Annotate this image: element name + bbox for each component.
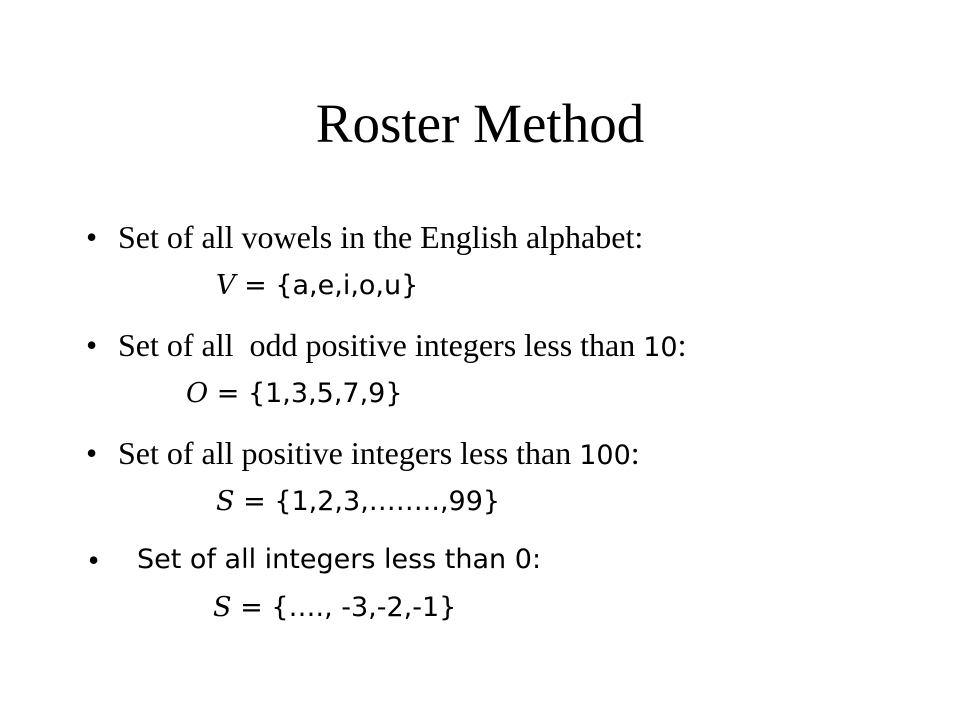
equals-sign: = xyxy=(216,378,240,409)
set-roster: {1,2,3,……..,99} xyxy=(274,486,501,517)
set-variable: S xyxy=(213,592,232,623)
equals-sign: = xyxy=(243,486,266,517)
set-variable: V xyxy=(216,270,236,301)
equals-sign: = xyxy=(240,592,263,623)
formula-odd-integers xyxy=(186,378,403,409)
bullet-number: 100 xyxy=(579,440,631,471)
set-variable: S xyxy=(216,486,235,517)
set-roster: {…., -3,-2,-1} xyxy=(271,592,457,623)
bullet-text: Set of all integers less than xyxy=(137,544,515,575)
bullet-number: 10 xyxy=(643,332,678,363)
equals-sign: = xyxy=(244,270,267,301)
bullet-suffix: : xyxy=(677,327,687,363)
bullet-text: Set of all odd positive integers less than xyxy=(118,327,644,363)
set-variable: O xyxy=(186,378,209,409)
bullet-text-group xyxy=(137,540,541,580)
bullet-marker: • xyxy=(86,219,98,255)
bullet-marker: • xyxy=(88,542,100,578)
set-roster: {a,e,i,o,u} xyxy=(275,270,419,301)
bullet-text-group xyxy=(118,433,640,476)
bullet-number: 0 xyxy=(514,544,532,575)
slide-title: Roster Method xyxy=(315,93,645,154)
bullet-text: Set of all vowels in the English alphabet: xyxy=(118,219,644,255)
bullet-text-group xyxy=(118,325,687,368)
bullet-marker: • xyxy=(86,327,98,363)
bullet-suffix: : xyxy=(531,544,542,575)
bullet-marker: • xyxy=(86,435,98,471)
bullet-suffix: : xyxy=(630,435,640,471)
set-roster: {1,3,5,7,9} xyxy=(247,378,403,409)
bullet-text: Set of all positive integers less than xyxy=(118,435,580,471)
formula-positive-integers xyxy=(216,486,500,517)
formula-vowels xyxy=(216,270,418,301)
formula-negative-integers xyxy=(213,592,456,623)
